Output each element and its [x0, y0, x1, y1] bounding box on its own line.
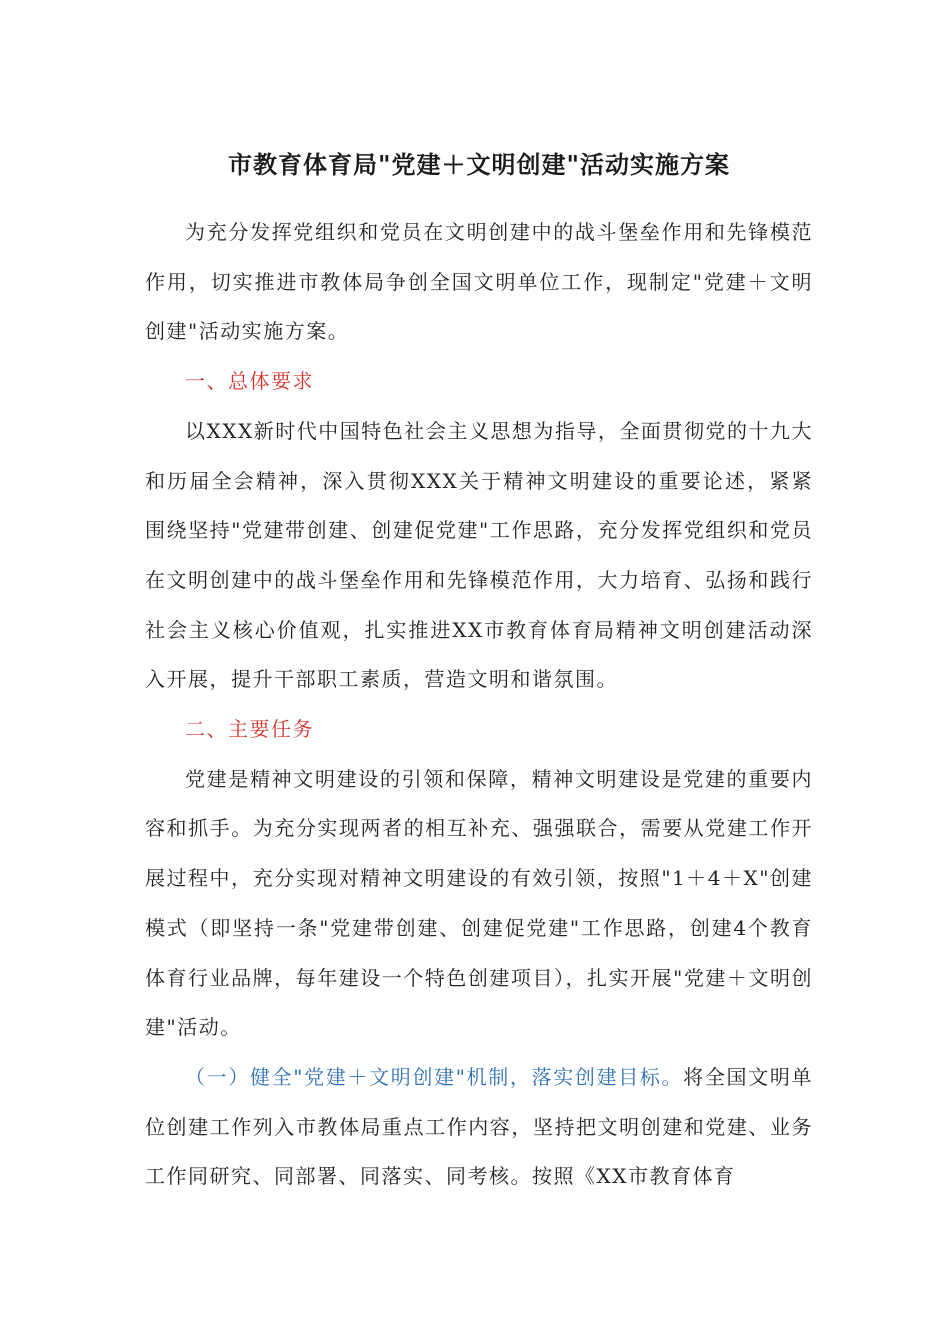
subsection-mechanism-lead: （一）健全"党建＋文明创建"机制，落实创建目标。 [185, 1064, 684, 1089]
section-heading-general-requirements: 一、总体要求 [185, 369, 314, 394]
subsection-mechanism-text: 将全国文明单位创建工作列入市教体局重点工作内容，坚持把文明创建和党建、业务工作同研究、同部署、同落实、同考核。按照《XX市教育体育 [145, 1064, 813, 1189]
subsection-mechanism-paragraph [145, 1053, 813, 1202]
document-title: 市教育体育局"党建＋文明创建"活动实施方案 [227, 150, 730, 179]
intro-paragraph: 为充分发挥党组织和党员在文明创建中的战斗堡垒作用和先锋模范作用，切实推进市教体局争创全国文明单位工作，现制定"党建＋文明创建"活动实施方案。 [145, 220, 813, 344]
section-heading-main-tasks: 二、主要任务 [185, 717, 314, 742]
main-tasks-paragraph: 党建是精神文明建设的引领和保障，精神文明建设是党建的重要内容和抓手。为充分实现两者的相互补充、强强联合，需要从党建工作开展过程中，充分实现对精神文明建设的有效引领，按照"1＋4＋X"创建模式（即坚持一条"党建带创建、创建促党建"工作思路，创建4个教育体育行业品牌，每年建设一个特色创建项目），扎实开展"党建＋文明创建"活动。 [145, 766, 813, 1040]
document-body [145, 140, 813, 1202]
general-requirements-paragraph: 以XXX新时代中国特色社会主义思想为指导，全面贯彻党的十九大和历届全会精神，深入贯彻XXX关于精神文明建设的重要论述，紧紧围绕坚持"党建带创建、创建促党建"工作思路，充分发挥党组织和党员在文明创建中的战斗堡垒作用和先锋模范作用，大力培育、弘扬和践行社会主义核心价值观，扎实推进XX市教育体育局精神文明创建活动深入开展，提升干部职工素质，营造文明和谐氛围。 [145, 418, 813, 692]
